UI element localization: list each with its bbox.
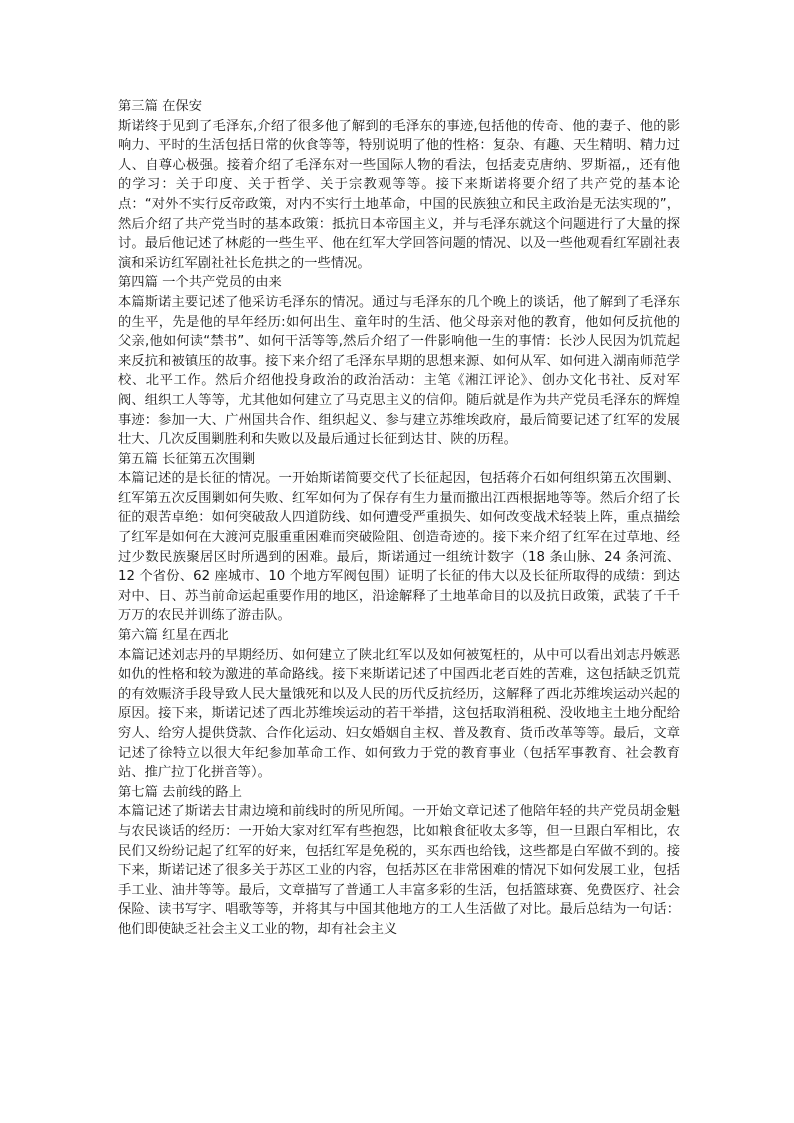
section-title: 第五篇 长征第五次围剿 bbox=[118, 451, 256, 467]
section-body: 斯诺终于见到了毛泽东,介绍了很多他了解到的毛泽东的事迹,包括他的传奇、他的妻子、他的影响力、平时的生活包括日常的伙食等等，特别说明了他的性格：复杂、有趣、天生精明、精力过人、自尊心极强。接着介绍了毛泽东对一些国际人物的看法，包括麦克唐纳、罗斯福,，还有他的学习：关于印度、关于哲学、关于宗教观等等。接下来斯诺将要介绍了共产党的基本论点：“对外不实行反帝政策，对内不实行土地革命，中国的民族独立和民主政治是无法实现的”，然后介绍了共产党当时的基本政策：抵抗日本帝国主义，并与毛泽东就这个问题进行了大量的探讨。最后他记述了林彪的一些生平、他在红军大学回答问题的情况、以及一些他观看红军剧社表演和采访红军剧社社长危拱之的一些情况。 bbox=[118, 118, 680, 271]
section-body: 本篇记述了斯诺去甘肃边境和前线时的所见所闻。一开始文章记述了他陪年轻的共产党员胡金魁与农民谈话的经历：一开始大家对红军有些抱怨，比如粮食征收太多等，但一旦跟白军相比，农民们又纷纷记起了红军的好来，包括红军是免税的，买东西也给钱，这些都是白军做不到的。接下来，斯诺记述了很多关于苏区工业的内容，包括苏区在非常困难的情况下如何发展工业，包括手工业、油井等等。最后，文章描写了普通工人丰富多彩的生活，包括篮球赛、免费医疗、社会保险、读书写字、唱歌等等，并将其与中国其他地方的工人生活做了对比。最后总结为一句话：他们即使缺乏社会主义工业的物，却有社会主义 bbox=[118, 804, 680, 937]
section-body: 本篇记述的是长征的情况。一开始斯诺简要交代了长征起因，包括蒋介石如何组织第五次围剿、红军第五次反围剿如何失败、红军如何为了保存有生力量而撤出江西根据地等等。然后介绍了长征的艰苦卓绝：如何突破敌人四道防线、如何遭受严重损失、如何改变战术轻装上阵，重点描绘了红军是如何在大渡河克服重重困难而突破险阻、创造奇迹的。接下来介绍了红军在过草地、经过少数民族聚居区时所遇到的困难。最后，斯诺通过一组统计数字（18 条山脉、24 条河流、12 个省份、62 座城市、10 个地方军阀包围）证明了长征的伟大以及长征所取得的成绩：到达对中、日、苏当前命运起重要作用的地区，沿途解释了土地革命目的以及抗日政策，武装了千千万万的农民并训练了游击队。 bbox=[118, 471, 680, 624]
section-title: 第四篇 一个共产党员的由来 bbox=[118, 275, 282, 291]
document-page bbox=[118, 97, 680, 940]
section-3 bbox=[118, 97, 680, 273]
section-7 bbox=[118, 783, 680, 940]
section-title: 第三篇 在保安 bbox=[118, 99, 203, 114]
section-5 bbox=[118, 450, 680, 626]
section-body: 本篇记述刘志丹的早期经历、如何建立了陕北红军以及如何被冤枉的，从中可以看出刘志丹嫉恶如仇的性格和较为激进的革命路线。接下来斯诺记述了中国西北老百姓的苦难，这包括缺乏饥荒的有效赈济手段导致人民大量饿死和以及人民的历代反抗经历，这解释了西北苏维埃运动兴起的原因。接下来，斯诺记述了西北苏维埃运动的若干举措，这包括取消租税、没收地主土地分配给穷人、给穷人提供贷款、合作化运动、妇女婚姻自主权、普及教育、货币改革等等。最后，文章记述了徐特立以很大年纪参加革命工作、如何致力于党的教育事业（包括军事教育、社会教育站、推广拉丁化拼音等）。 bbox=[118, 647, 680, 781]
section-6 bbox=[118, 626, 680, 783]
section-title: 第七篇 去前线的路上 bbox=[118, 784, 242, 800]
section-body: 本篇斯诺主要记述了他采访毛泽东的情况。通过与毛泽东的几个晚上的谈话，他了解到了毛泽东的生平，先是他的早年经历:如何出生、童年时的生活、他父母亲对他的教育，他如何反抗他的父亲,他如何读“禁书”、如何干活等等,然后介绍了一件影响他一生的事情：长沙人民因为饥荒起来反抗和被镇压的故事。接下来介绍了毛泽东早期的思想来源、如何从军、如何进入湖南师范学校、北平工作。然后介绍他投身政治的政治活动：主笔《湘江评论》、创办文化书社、反对军阀、组织工人等等，尤其他如何建立了马克思主义的信仰。随后就是作为共产党员毛泽东的辉煌事迹：参加一大、广州国共合作、组织起义、参与建立苏维埃政府，最后简要记述了红军的发展壮大、几次反围剿胜利和失败以及最后通过长征到达甘、陕的历程。 bbox=[118, 294, 680, 448]
section-title: 第六篇 红星在西北 bbox=[118, 628, 229, 644]
section-4 bbox=[118, 273, 680, 449]
